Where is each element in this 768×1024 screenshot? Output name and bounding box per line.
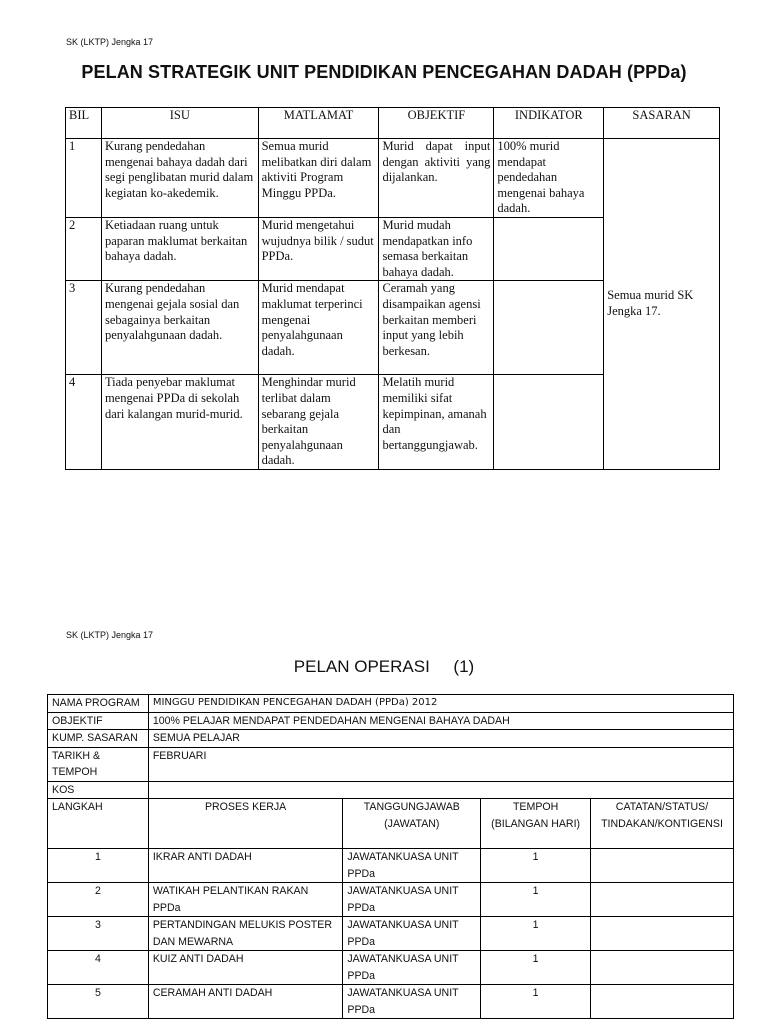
header-indikator: INDIKATOR xyxy=(494,108,604,139)
header-proses-kerja: PROSES KERJA xyxy=(148,799,343,849)
cell-bil: 4 xyxy=(66,375,102,470)
cell-bil: 1 xyxy=(66,139,102,218)
cell-proses: CERAMAH ANTI DADAH xyxy=(148,985,343,1019)
header-matlamat: MATLAMAT xyxy=(258,108,379,139)
cell-catatan xyxy=(591,849,734,883)
table-row xyxy=(48,985,734,1019)
strategic-plan-table xyxy=(65,107,720,470)
header-langkah: LANGKAH xyxy=(48,799,149,849)
cell-tanggungjawab: JAWATANKUASA UNIT PPDa xyxy=(343,883,481,917)
label-nama-program: NAMA PROGRAM xyxy=(48,695,149,713)
value-tarikh-tempoh: FEBRUARI xyxy=(148,747,733,781)
cell-bil: 3 xyxy=(66,281,102,375)
operational-plan-title: PELAN OPERASI (1) xyxy=(293,657,475,676)
value-nama-program: MINGGU PENDIDIKAN PENCEGAHAN DADAH (PPDa) 2012 xyxy=(148,695,733,713)
school-header: SK (LKTP) Jengka 17 xyxy=(66,37,154,47)
table-header-row xyxy=(66,108,720,139)
value-kump-sasaran: SEMUA PELAJAR xyxy=(148,730,733,748)
cell-catatan xyxy=(591,917,734,951)
cell-tanggungjawab: JAWATANKUASA UNIT PPDa xyxy=(343,951,481,985)
cell-objektif: Murid mudah mendapatkan info semasa berkaitan bahaya dadah. xyxy=(379,218,494,281)
cell-langkah: 3 xyxy=(48,917,149,951)
cell-matlamat: Semua murid melibatkan diri dalam aktiviti Program Minggu PPDa. xyxy=(258,139,379,218)
header-isu: ISU xyxy=(101,108,258,139)
cell-isu: Kurang pendedahan mengenai bahaya dadah dari segi penglibatan murid dalam kegiatan ko-akedemik. xyxy=(101,139,258,218)
label-kos: KOS xyxy=(48,781,149,799)
value-objektif: 100% PELAJAR MENDAPAT PENDEDAHAN MENGENAI BAHAYA DADAH xyxy=(148,712,733,730)
cell-langkah: 4 xyxy=(48,951,149,985)
cell-matlamat: Murid mengetahui wujudnya bilik / sudut PPDa. xyxy=(258,218,379,281)
strategic-plan-title: PELAN STRATEGIK UNIT PENDIDIKAN PENCEGAHAN DADAH (PPDa) xyxy=(81,62,687,82)
cell-langkah: 2 xyxy=(48,883,149,917)
cell-proses: WATIKAH PELANTIKAN RAKAN PPDa xyxy=(148,883,343,917)
cell-proses: IKRAR ANTI DADAH xyxy=(148,849,343,883)
cell-tempoh: 1 xyxy=(481,849,591,883)
cell-sasaran: Semua murid SK Jengka 17. xyxy=(604,139,720,470)
cell-matlamat: Menghindar murid terlibat dalam sebarang gejala berkaitan penyalahgunaan dadah. xyxy=(258,375,379,470)
cell-isu: Tiada penyebar maklumat mengenai PPDa di sekolah dari kalangan murid-murid. xyxy=(101,375,258,470)
info-row-objektif xyxy=(48,712,734,730)
cell-tanggungjawab: JAWATANKUASA UNIT PPDa xyxy=(343,985,481,1019)
cell-tempoh: 1 xyxy=(481,917,591,951)
cell-objektif: Murid dapat input dengan aktiviti yang dijalankan. xyxy=(379,139,494,218)
cell-catatan xyxy=(591,951,734,985)
table-row xyxy=(48,951,734,985)
cell-objektif: Ceramah yang disampaikan agensi berkaitan memberi input yang lebih berkesan. xyxy=(379,281,494,375)
cell-objektif: Melatih murid memiliki sifat kepimpinan, amanah dan bertanggungjawab. xyxy=(379,375,494,470)
cell-tanggungjawab: JAWATANKUASA UNIT PPDa xyxy=(343,849,481,883)
header-tanggungjawab: TANGGUNGJAWAB (JAWATAN) xyxy=(343,799,481,849)
header-catatan: CATATAN/STATUS/ TINDAKAN/KONTIGENSI xyxy=(591,799,734,849)
school-header: SK (LKTP) Jengka 17 xyxy=(66,630,154,640)
table-row xyxy=(48,849,734,883)
header-bil: BIL xyxy=(66,108,102,139)
cell-catatan xyxy=(591,985,734,1019)
label-objektif: OBJEKTIF xyxy=(48,712,149,730)
cell-matlamat: Murid mendapat maklumat terperinci mengenai penyalahgunaan dadah. xyxy=(258,281,379,375)
cell-langkah: 5 xyxy=(48,985,149,1019)
cell-tempoh: 1 xyxy=(481,951,591,985)
info-row-kos xyxy=(48,781,734,799)
header-objektif: OBJEKTIF xyxy=(379,108,494,139)
cell-catatan xyxy=(591,883,734,917)
cell-isu: Kurang pendedahan mengenai gejala sosial dan sebagainya berkaitan penyalahgunaan dadah. xyxy=(101,281,258,375)
value-kos xyxy=(148,781,733,799)
cell-indikator xyxy=(494,375,604,470)
label-tarikh-tempoh: TARIKH & TEMPOH xyxy=(48,747,149,781)
table-row xyxy=(48,917,734,951)
operational-plan-table xyxy=(47,694,734,1019)
cell-isu: Ketiadaan ruang untuk paparan maklumat berkaitan bahaya dadah. xyxy=(101,218,258,281)
info-row-kump-sasaran xyxy=(48,730,734,748)
header-sasaran: SASARAN xyxy=(604,108,720,139)
steps-header-row xyxy=(48,799,734,849)
cell-indikator xyxy=(494,218,604,281)
cell-proses: PERTANDINGAN MELUKIS POSTER DAN MEWARNA xyxy=(148,917,343,951)
cell-langkah: 1 xyxy=(48,849,149,883)
cell-indikator xyxy=(494,281,604,375)
cell-tanggungjawab: JAWATANKUASA UNIT PPDa xyxy=(343,917,481,951)
cell-bil: 2 xyxy=(66,218,102,281)
table-row xyxy=(66,139,720,218)
cell-proses: KUIZ ANTI DADAH xyxy=(148,951,343,985)
info-row-nama xyxy=(48,695,734,713)
cell-tempoh: 1 xyxy=(481,985,591,1019)
info-row-tarikh xyxy=(48,747,734,781)
table-row xyxy=(48,883,734,917)
label-kump-sasaran: KUMP. SASARAN xyxy=(48,730,149,748)
cell-tempoh: 1 xyxy=(481,883,591,917)
header-tempoh: TEMPOH (BILANGAN HARI) xyxy=(481,799,591,849)
cell-indikator: 100% murid mendapat pendedahan mengenai bahaya dadah. xyxy=(494,139,604,218)
